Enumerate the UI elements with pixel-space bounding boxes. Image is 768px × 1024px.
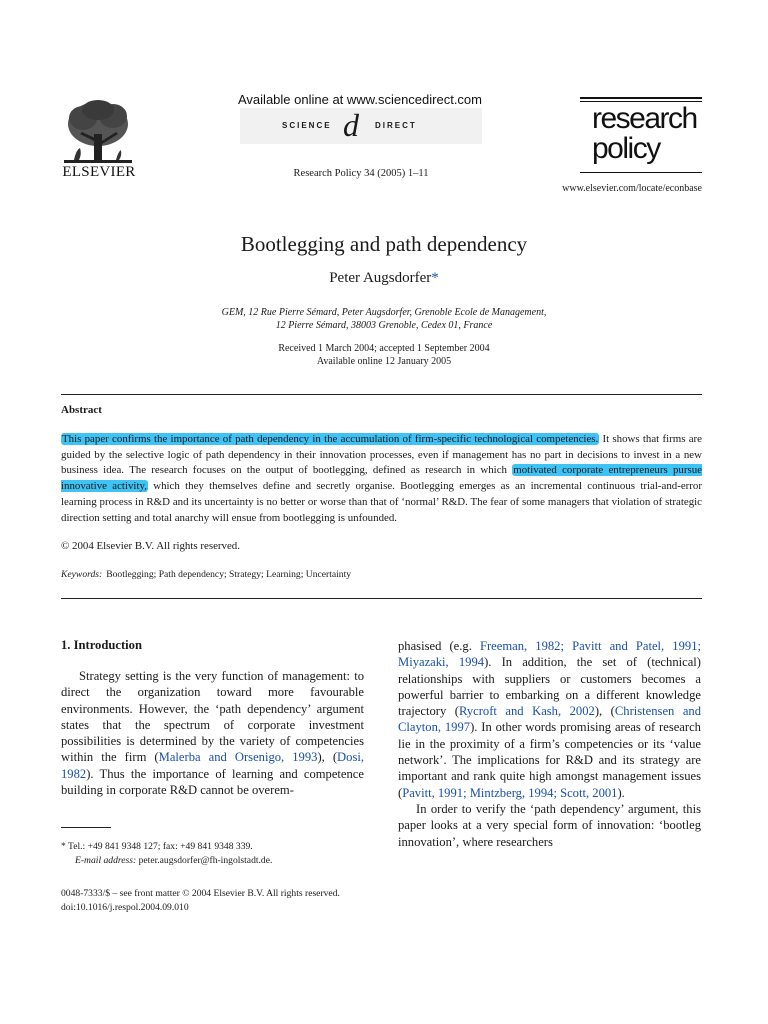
text-fragment: ), ( xyxy=(317,750,338,765)
left-column xyxy=(61,668,364,798)
sciencedirect-word-right: DIRECT xyxy=(375,121,417,130)
section-heading: 1. Introduction xyxy=(61,638,142,652)
paragraph xyxy=(61,668,364,798)
right-column xyxy=(398,638,701,850)
divider xyxy=(61,394,702,395)
journal-logo-line2: policy xyxy=(592,132,660,165)
text-fragment: ). In addition, the set of (technical) relationships with suppliers or customers becomes a powerful barrier to embarking on a different knowledge trajectory ( xyxy=(398,655,701,719)
journal-url[interactable]: www.elsevier.com/locate/econbase xyxy=(562,183,702,194)
issn-block xyxy=(61,887,340,915)
available-online-text[interactable]: Available online at www.sciencedirect.com xyxy=(238,92,482,107)
available-date: Available online 12 January 2005 xyxy=(316,356,452,367)
abstract-fragment: which they themselves define and secretly organise. Bootlegging emerges as an incremental continuous trial-and-error learning process in R&D and its uncertainty is no better or worse than that of ‘normal’ R&D. The fear of some managers that violation of strategic direction setting and total anarchy will ensue from bootlegging is unfounded. xyxy=(61,480,703,524)
divider xyxy=(61,598,702,599)
footnote-rule xyxy=(61,827,111,828)
citation-link[interactable]: Pavitt, 1991; Mintzberg, 1994; Scott, 2001 xyxy=(402,785,618,800)
citation-link[interactable]: Dosi, 1982 xyxy=(61,750,364,781)
issn-line: 0048-7333/$ – see front matter © 2004 Elsevier B.V. All rights reserved. xyxy=(61,888,340,899)
highlighted-text[interactable]: This paper confirms the importance of path dependency in the accumulation of firm-specific technological competencies. xyxy=(62,433,599,445)
footnote xyxy=(61,840,364,868)
sciencedirect-word-left: SCIENCE xyxy=(282,121,332,130)
abstract-text xyxy=(61,432,702,526)
text-fragment: ). In other words promising areas of research lie in the proximity of a firm’s competencies or its ‘value network’. The implications for R&D and its strategy are important and rank quite high amongst management issues ( xyxy=(398,720,701,800)
citation-link[interactable]: Freeman, 1982; Pavitt and Patel, 1991; Miyazaki, 1994 xyxy=(398,639,701,670)
affiliation xyxy=(0,306,768,332)
affiliation-line: 12 Pierre Sémard, 38003 Grenoble, Cedex 01, France xyxy=(275,320,493,331)
author-footnote-mark[interactable]: * xyxy=(431,270,439,286)
keywords-list: Bootlegging; Path dependency; Strategy; Learning; Uncertainty xyxy=(106,569,352,580)
abstract-copyright: © 2004 Elsevier B.V. All rights reserved. xyxy=(61,540,240,552)
text-fragment: ). xyxy=(617,785,625,800)
sciencedirect-mark: d xyxy=(343,107,359,143)
text-fragment: Strategy setting is the very function of management: to direct the organization toward more favourable environments. However, the ‘path dependency’ argument states that the spectrum of corporate investment possibilities is determined by the variety of competencies within the firm ( xyxy=(61,669,364,765)
journal-logo-rule xyxy=(580,97,702,99)
received-date: Received 1 March 2004; accepted 1 September 2004 xyxy=(278,343,490,354)
article-title: Bootlegging and path dependency xyxy=(240,232,528,256)
email-address[interactable]: peter.augsdorfer@fh-ingolstadt.de. xyxy=(136,855,273,866)
keywords-label: Keywords: xyxy=(61,569,103,580)
journal-logo-rule xyxy=(580,172,702,173)
text-fragment: ), ( xyxy=(594,704,615,719)
article-dates xyxy=(0,342,768,368)
paragraph: In order to verify the ‘path dependency’ argument, this paper looks at a very special form of innovation: ‘bootleg innovation’, where researchers xyxy=(398,801,701,849)
abstract-fragment: It shows that firms are guided by the selective logic of path dependency in their innovation processes, even if management has no part in decisions to invest in a new business idea. The research focuses on the output of bootlegging, defined as research in which xyxy=(61,433,702,477)
abstract-heading: Abstract xyxy=(61,404,102,416)
keywords xyxy=(61,569,351,580)
author-name: Peter Augsdorfer xyxy=(329,270,432,286)
citation-link[interactable]: Rycroft and Kash, 2002 xyxy=(458,704,595,719)
journal-reference: Research Policy 34 (2005) 1–11 xyxy=(293,168,429,179)
publisher-name: ELSEVIER xyxy=(62,164,136,180)
affiliation-line: GEM, 12 Rue Pierre Sémard, Peter Augsdorfer, Grenoble Ecole de Management, xyxy=(221,307,547,318)
author-line xyxy=(0,270,768,287)
sciencedirect-banner xyxy=(240,108,482,144)
doi-line[interactable]: doi:10.1016/j.respol.2004.09.010 xyxy=(61,902,189,913)
footnote-tel: * Tel.: +49 841 9348 127; fax: +49 841 9348 339. xyxy=(61,841,253,852)
citation-link[interactable]: Malerba and Orsenigo, 1993 xyxy=(158,750,318,765)
email-label: E-mail address: xyxy=(75,855,137,866)
text-fragment: phasised (e.g. xyxy=(398,639,480,653)
journal-logo-line1: research xyxy=(592,102,697,135)
text-fragment: ). Thus the importance of learning and competence building in corporate R&D cannot be overem- xyxy=(61,766,364,798)
paragraph xyxy=(398,638,701,801)
highlighted-text[interactable]: motivated corporate entrepreneurs pursue innovative activity, xyxy=(61,464,703,493)
footnote-email xyxy=(61,854,364,868)
citation-link[interactable]: Christensen and Clayton, 1997 xyxy=(398,704,702,735)
